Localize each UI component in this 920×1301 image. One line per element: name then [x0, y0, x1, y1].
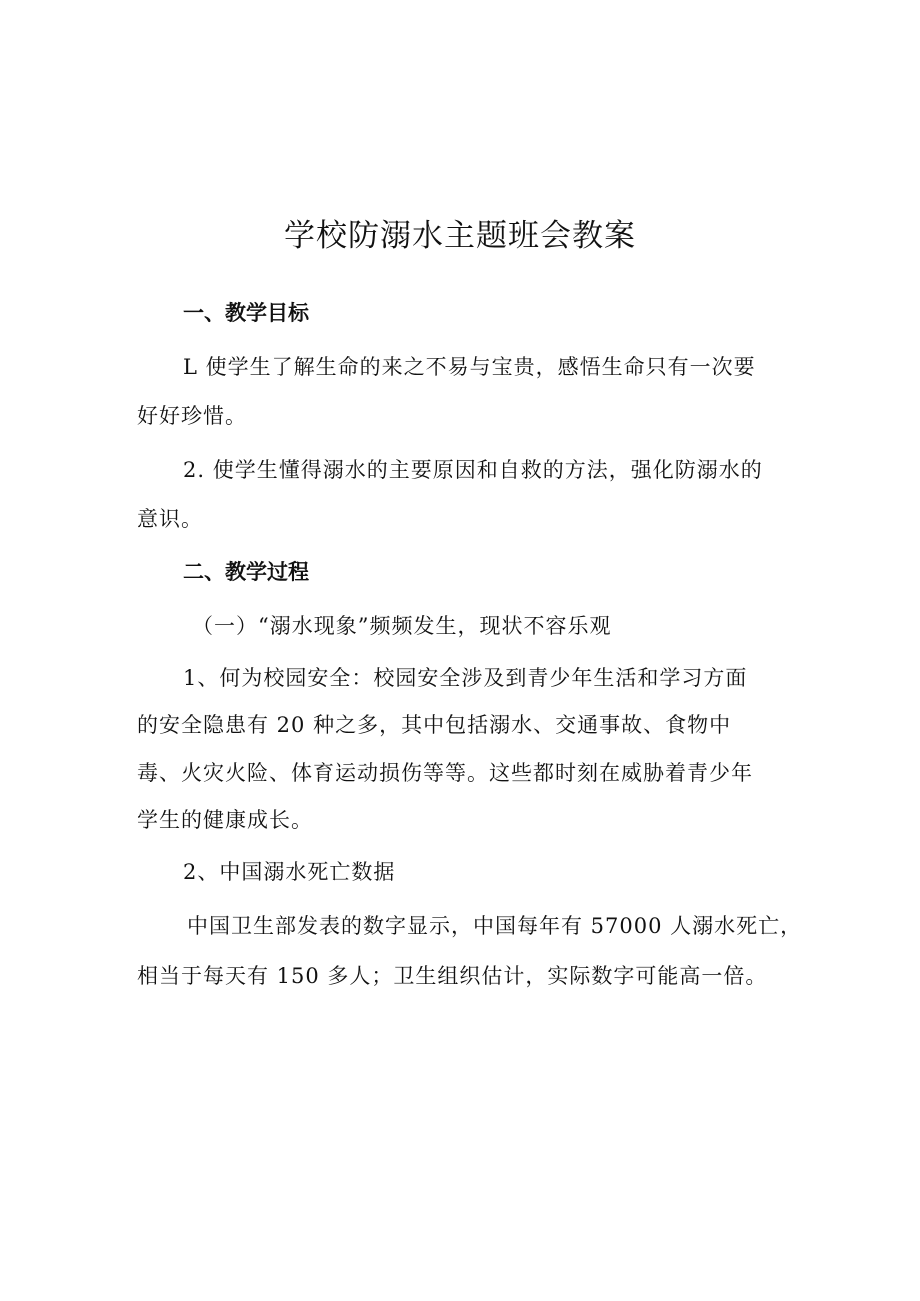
- section-heading-teaching-process: 二、教学过程: [183, 560, 309, 584]
- paragraph-line: L 使学生了解生命的来之不易与宝贵，感悟生命只有一次要: [183, 355, 756, 379]
- paragraph-line: 中国卫生部发表的数字显示，中国每年有 57000 人溺水死亡，: [187, 914, 803, 938]
- section-heading-teaching-goals: 一、教学目标: [183, 301, 309, 325]
- paragraph-line: 相当于每天有 150 多人；卫生组织估计，实际数字可能高一倍。: [137, 964, 768, 988]
- paragraph-line: 毒、火灾火险、体育运动损伤等等。这些都时刻在威胁着青少年: [137, 761, 753, 785]
- subsection-heading: （一）“溺水现象”频频发生，现状不容乐观: [192, 614, 612, 638]
- item-title: 2、中国溺水死亡数据: [183, 860, 396, 884]
- paragraph-line: 2. 使学生懂得溺水的主要原因和自救的方法，强化防溺水的: [183, 458, 763, 482]
- paragraph-line: 好好珍惜。: [137, 404, 247, 428]
- paragraph-line: 学生的健康成长。: [137, 808, 313, 832]
- paragraph-line: 1、何为校园安全：校园安全涉及到青少年生活和学习方面: [183, 666, 748, 690]
- paragraph-line: 的安全隐患有 20 种之多，其中包括溺水、交通事故、食物中: [137, 713, 732, 737]
- document-title: 学校防溺水主题班会教案: [284, 218, 636, 254]
- paragraph-line: 意识。: [137, 507, 203, 531]
